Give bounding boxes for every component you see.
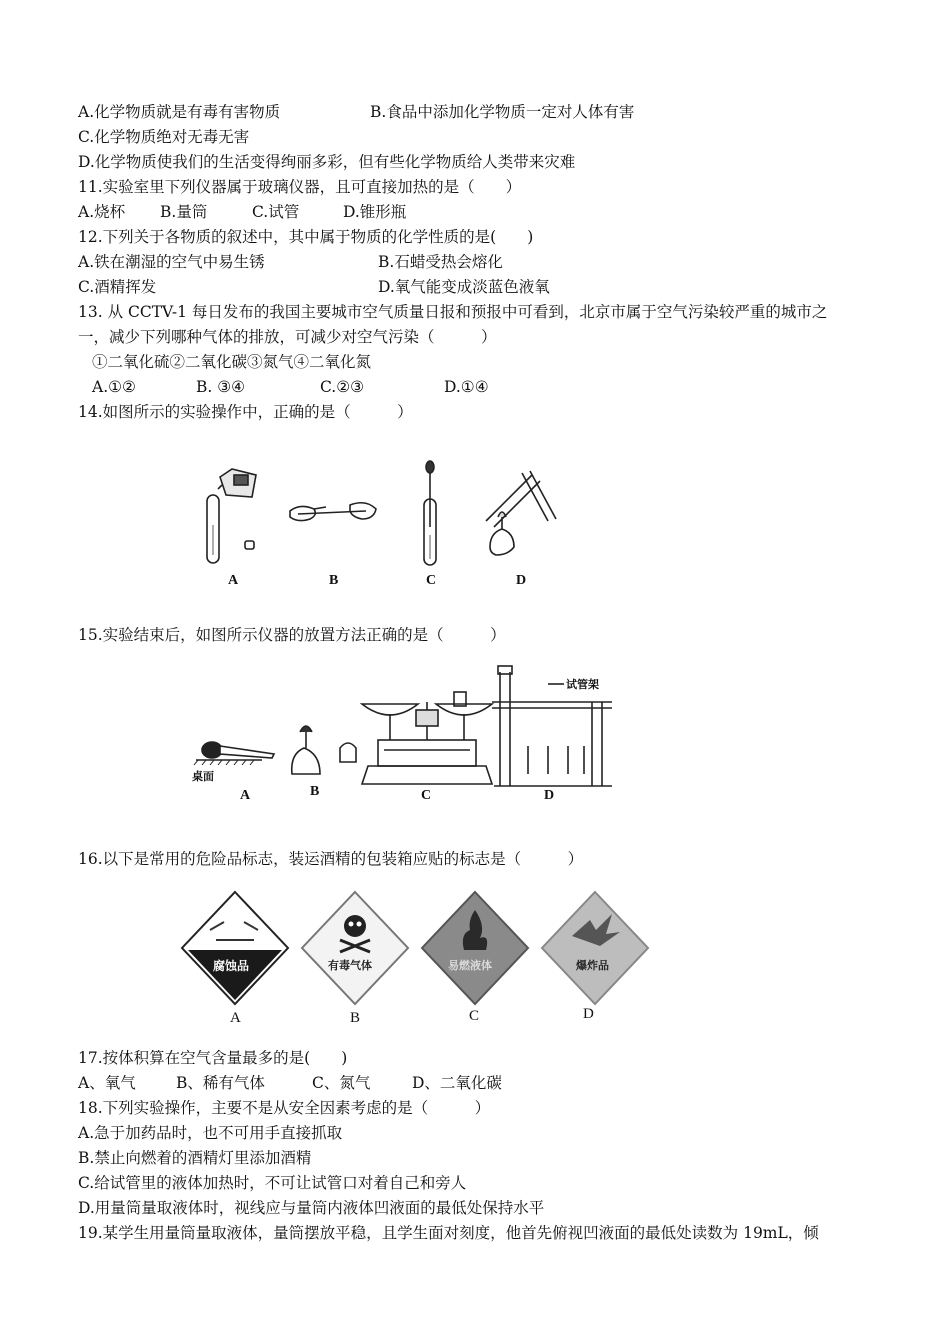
q18-option-b: B.禁止向燃着的酒精灯里添加酒精 [78,1149,312,1167]
q12-option-c: C.酒精挥发 [78,278,157,296]
q15-label-a: A [240,788,251,803]
q11-option-b: B.量筒 [160,203,208,221]
q15-label-c: C [421,788,432,803]
q15-a-illustration [194,742,274,765]
q17-option-b: B、稀有气体 [176,1074,265,1092]
q19-stem: 19.某学生用量筒量取液体，量筒摆放平稳，且学生面对刻度，他首先俯视凹液面的最低处读数为 19mL，倾 [78,1224,819,1242]
q13-option-a: A.①② [92,378,136,396]
q15-rack-label: 试管架 [566,678,599,691]
q16-stem: 16.以下是常用的危险品标志，装运酒精的包装箱应贴的标志是（ ） [78,850,584,868]
q16-label-c: C [469,1008,480,1024]
q10-option-b: B.食品中添加化学物质一定对人体有害 [370,103,635,121]
q16-figure-art [180,886,660,1026]
q17-stem: 17.按体积算在空气含量最多的是( ) [78,1049,348,1067]
q15-label-b: B [310,784,320,799]
q16-d-sign [542,892,648,1004]
q14-figure [190,455,570,595]
q15-stem: 15.实验结束后，如图所示仪器的放置方法正确的是（ ） [78,626,506,644]
q18-option-d: D.用量筒量取液体时，视线应与量筒内液体凹液面的最低处保持水平 [78,1199,545,1217]
q13-option-c: C.②③ [320,378,365,396]
q14-a-illustration [207,469,256,563]
q17-option-c: C、氮气 [312,1074,371,1092]
q14-label-a: A [228,573,239,588]
q18-stem: 18.下列实验操作，主要不是从安全因素考虑的是（ ） [78,1099,491,1117]
q17-option-a: A、氧气 [78,1074,136,1092]
q17-option-d: D、二氧化碳 [412,1074,502,1092]
q11-option-c: C.试管 [252,203,300,221]
q16-label-d: D [583,1006,594,1022]
q15-label-d: D [544,788,555,803]
q16-c-sign-text: 易燃液体 [448,959,492,972]
q12-option-a: A.铁在潮湿的空气中易生锈 [78,253,265,271]
q13-stem-line2: 一，减少下列哪种气体的排放，可减少对空气污染（ ） [78,328,497,346]
q18-option-a: A.急于加药品时，也不可用手直接抓取 [78,1124,343,1142]
q16-d-sign-text: 爆炸品 [576,959,609,972]
q14-label-d: D [516,573,527,588]
q14-d-illustration [486,471,556,555]
q15-b-illustration [292,726,356,774]
q12-option-b: B.石蜡受热会熔化 [378,253,503,271]
q14-label-b: B [329,573,339,588]
q13-items: ①二氧化硫②二氧化碳③氮气④二氧化氮 [92,353,372,371]
q12-option-d: D.氧气能变成淡蓝色液氧 [378,278,550,296]
q13-stem-line1: 13. 从 CCTV-1 每日发布的我国主要城市空气质量日报和预报中可看到，北京市属于空气污染较严重的城市之 [78,303,828,321]
q15-figure [192,662,632,807]
q10-option-a: A.化学物质就是有毒有害物质 [78,103,281,121]
q14-b-illustration [290,503,376,521]
q16-b-sign-text: 有毒气体 [328,959,372,972]
q14-c-illustration [424,461,436,565]
q16-label-b: B [350,1010,361,1026]
q10-option-c: C.化学物质绝对无毒无害 [78,128,250,146]
q16-c-sign [422,892,528,1004]
q12-stem: 12.下列关于各物质的叙述中，其中属于物质的化学性质的是( ) [78,228,534,246]
q16-label-a: A [230,1010,241,1026]
q14-figure-art [190,455,570,595]
q15-desk-label: 桌面 [192,770,214,783]
q16-a-sign [182,892,288,1004]
q11-option-a: A.烧杯 [78,203,126,221]
q18-option-c: C.给试管里的液体加热时，不可让试管口对着自己和旁人 [78,1174,467,1192]
q14-stem: 14.如图所示的实验操作中，正确的是（ ） [78,403,413,421]
q14-label-c: C [426,573,437,588]
q16-b-sign [302,892,408,1004]
q11-stem: 11.实验室里下列仪器属于玻璃仪器，且可直接加热的是（ ） [78,178,522,196]
q11-option-d: D.锥形瓶 [343,203,407,221]
q16-figure [180,886,660,1026]
q10-option-d: D.化学物质使我们的生活变得绚丽多彩，但有些化学物质给人类带来灾难 [78,153,576,171]
q13-option-d: D.①④ [444,378,489,396]
q13-option-b: B. ③④ [196,378,246,396]
q15-c-illustration [362,692,492,784]
q16-a-sign-text: 腐蚀品 [213,959,250,973]
